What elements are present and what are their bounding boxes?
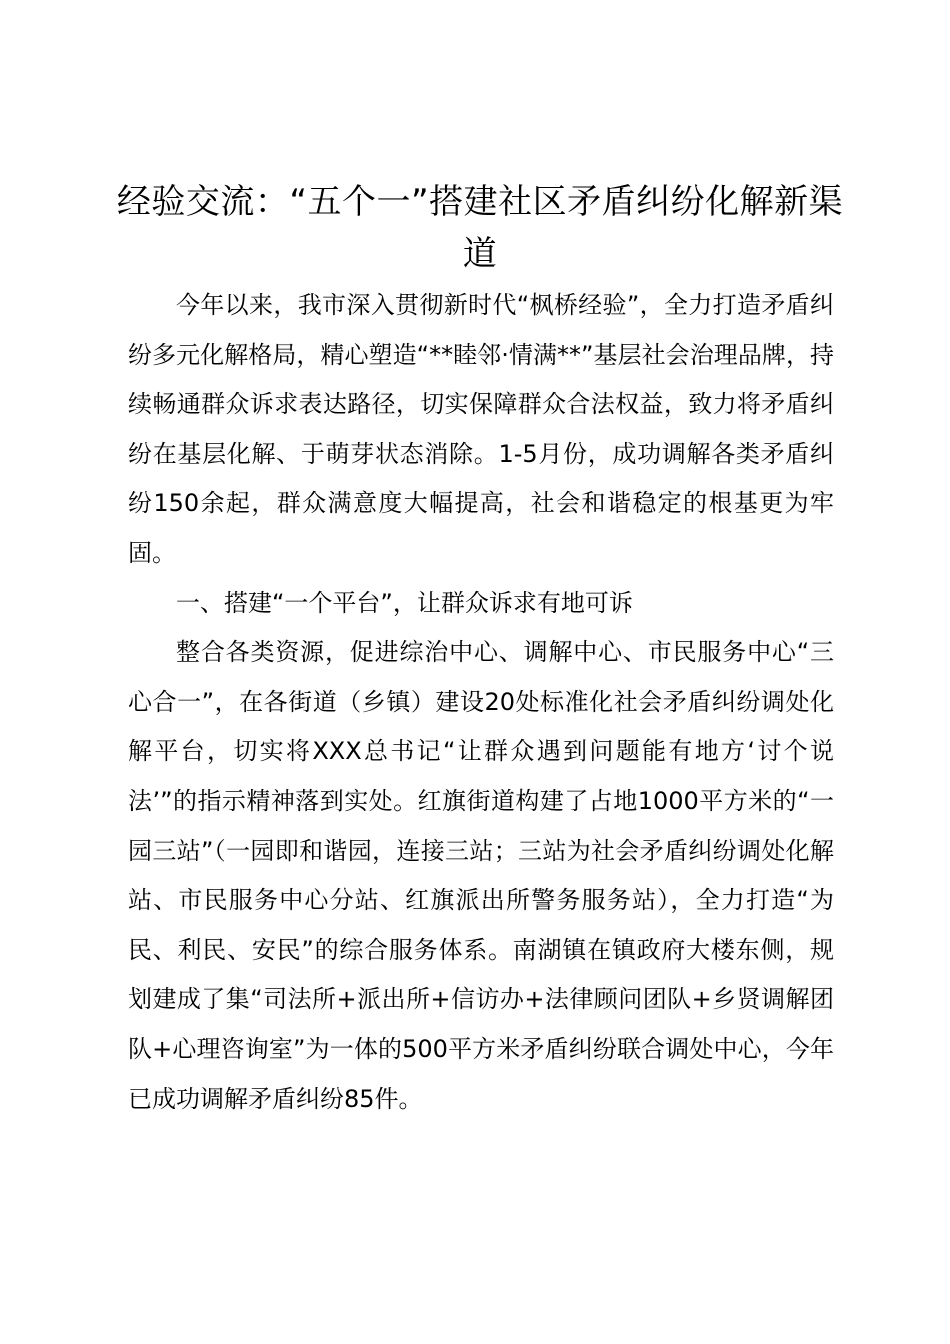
intro-paragraph: 今年以来，我市深入贯彻新时代“枫桥经验”，全力打造矛盾纠纷多元化解格局，精心塑造“**睦邻·情满**”基层社会治理品牌，持续畅通群众诉求表达路径，切实保障群众合法权益，致力将矛盾纠纷在基层化解、于萌芽状态消除。1-5月份，成功调解各类矛盾纠纷150余起，群众满意度大幅提高，社会和谐稳定的根基更为牢固。 [128,291,834,567]
section-heading: 一、搭建“一个平台”，让群众诉求有地可诉 [176,588,633,617]
document-body [128,281,834,1124]
section-paragraph: 整合各类资源，促进综治中心、调解中心、市民服务中心“三心合一”，在各街道（乡镇）建设20处标准化社会矛盾纠纷调处化解平台，切实将XXX总书记“让群众遇到问题能有地方‘讨个说法’”的指示精神落到实处。红旗街道构建了占地1000平方米的“一园三站”（一园即和谐园，连接三站；三站为社会矛盾纠纷调处化解站、市民服务中心分站、红旗派出所警务服务站），全力打造“为民、利民、安民”的综合服务体系。南湖镇在镇政府大楼东侧，规划建成了集“司法所+派出所+信访办+法律顾问团队+乡贤调解团队+心理咨询室”为一体的500平方米矛盾纠纷联合调处中心，今年已成功调解矛盾纠纷85件。 [128,638,834,1113]
document-title: 经验交流：“五个一”搭建社区矛盾纠纷化解新渠道 [116,182,844,274]
